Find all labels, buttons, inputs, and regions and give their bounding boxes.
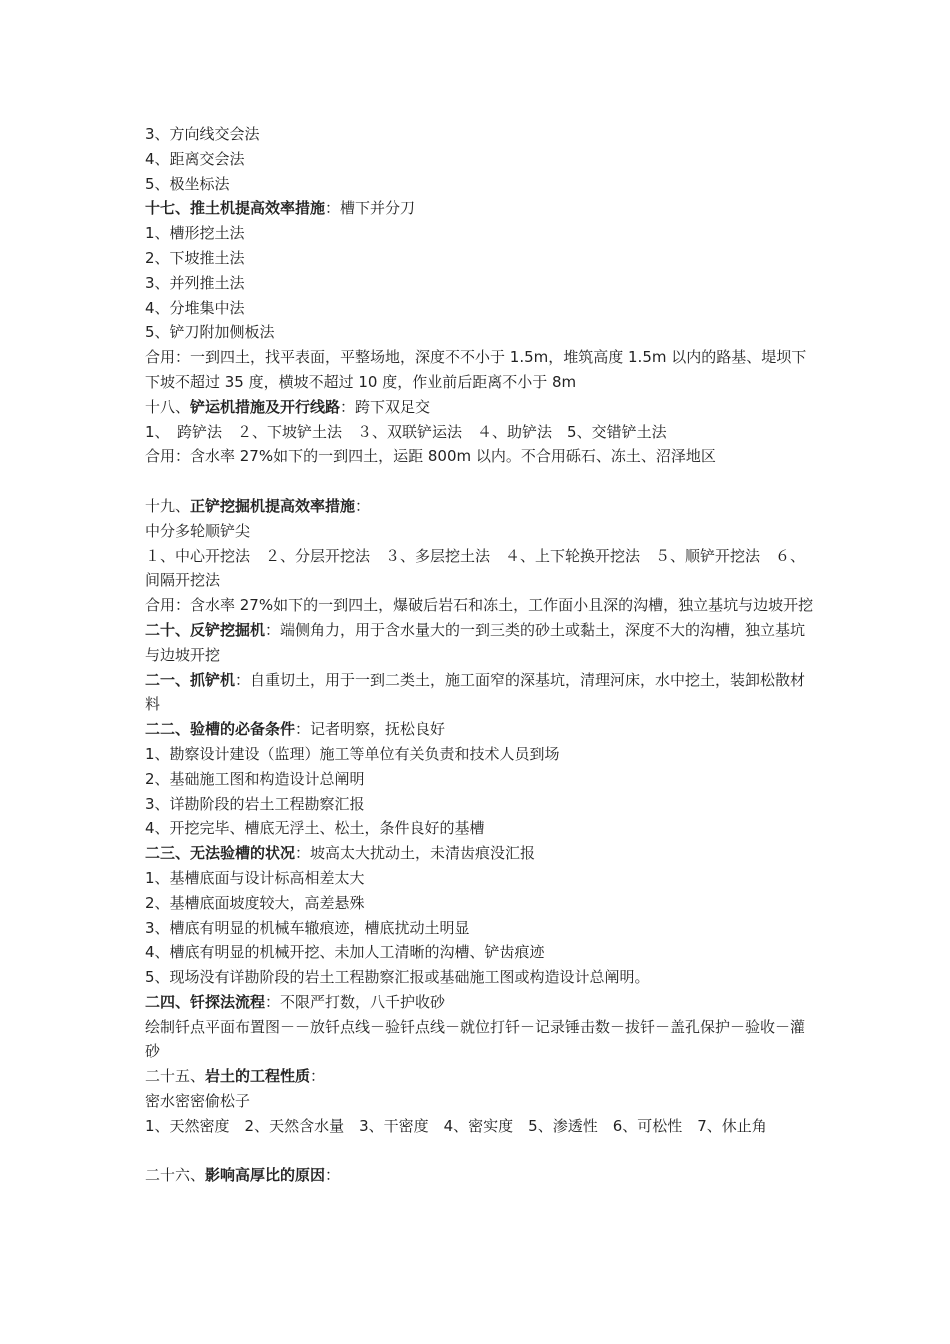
text-line: 4、槽底有明显的机械开挖、未加人工清晰的沟槽、铲齿痕迹	[145, 943, 545, 962]
text-line: 1、槽形挖土法	[145, 224, 245, 243]
text-line: 1、基槽底面与设计标高相差太大	[145, 868, 365, 887]
heading-title: 二四、钎探法流程	[145, 992, 266, 1011]
section-heading	[145, 717, 815, 742]
heading-title: 十七、推土机提高效率措施	[145, 199, 326, 218]
heading-mnemonic: ：坡高太大扰动土，未清齿痕没汇报	[295, 844, 536, 863]
text-line: 5、极坐标法	[145, 174, 230, 193]
section-heading	[145, 1064, 815, 1089]
text-line: 3、并列推土法	[145, 273, 245, 292]
text-line: 1、天然密度 2、天然含水量 3、干密度 4、密实度 5、渗透性 6、可松性 7、休止角	[145, 1116, 767, 1135]
heading-mnemonic: ：不限严打数，八千护收砂	[265, 992, 446, 1011]
section-heading	[145, 1163, 815, 1188]
heading-mnemonic: ：端侧角力，用于含水量大的一到三类的砂土或黏土，深度不大的沟槽，独立基坑与边坡开挖	[145, 620, 806, 664]
text-line: 中分多轮顺铲尖	[145, 521, 251, 540]
text-line: 2、基础施工图和构造设计总阐明	[145, 769, 365, 788]
text-line: 合用：含水率 27%如下的一到四土，运距 800m 以内。不合用砾石、冻土、沼泽地区	[145, 447, 716, 466]
blank-line	[145, 1139, 815, 1164]
blank-line	[145, 469, 815, 494]
heading-title: 影响高厚比的原因	[205, 1166, 326, 1185]
document-body	[145, 122, 815, 1188]
heading-mnemonic: ：	[310, 1067, 326, 1086]
heading-title: 二十、反铲挖掘机	[145, 620, 266, 639]
heading-mnemonic: ：	[355, 496, 371, 515]
text-line: 2、下坡推土法	[145, 248, 245, 267]
text-line: 2、基槽底面坡度较大，高差悬殊	[145, 893, 365, 912]
section-heading	[145, 196, 815, 221]
text-line: 5、铲刀附加侧板法	[145, 323, 275, 342]
heading-title: 二三、无法验槽的状况	[145, 844, 296, 863]
heading-number: 二十五、	[145, 1067, 206, 1086]
heading-title: 铲运机措施及开行线路	[190, 397, 341, 416]
text-line: 4、距离交会法	[145, 149, 245, 168]
text-line: １、中心开挖法 ２、分层开挖法 ３、多层挖土法 ４、上下轮换开挖法 ５、顺铲开挖法 ６、间隔开挖法	[145, 546, 806, 590]
heading-mnemonic: ：槽下并分刀	[325, 199, 416, 218]
section-heading	[145, 990, 815, 1015]
heading-mnemonic: ：跨下双足交	[340, 397, 431, 416]
heading-title: 二二、验槽的必备条件	[145, 720, 296, 739]
section-heading	[145, 494, 815, 519]
heading-mnemonic: ：	[325, 1166, 341, 1185]
heading-title: 正铲挖掘机提高效率措施	[190, 496, 356, 515]
section-heading	[145, 395, 815, 420]
heading-mnemonic: ：记者明察，抚松良好	[295, 720, 446, 739]
text-line: 合用：含水率 27%如下的一到四土，爆破后岩石和冻土，工作面小且深的沟槽，独立基坑与边坡开挖	[145, 596, 814, 615]
section-heading	[145, 618, 815, 668]
text-line: 合用：一到四土，找平表面，平整场地，深度不不小于 1.5m，堆筑高度 1.5m 以内的路基、堤坝下下坡不超过 35 度，横坡不超过 10 度，作业前后距离不小于 8m	[145, 348, 807, 391]
text-line: 5、现场没有详勘阶段的岩土工程勘察汇报或基础施工图或构造设计总阐明。	[145, 968, 650, 987]
heading-number: 十八、	[145, 397, 191, 416]
section-heading	[145, 841, 815, 866]
section-heading	[145, 668, 815, 718]
text-line: 3、槽底有明显的机械车辙痕迹，槽底扰动土明显	[145, 918, 470, 937]
heading-mnemonic: ：自重切土，用于一到二类土，施工面窄的深基坑，清理河床，水中挖土，装卸松散材料	[145, 670, 806, 714]
text-line: 1、勘察设计建设（监理）施工等单位有关负责和技术人员到场	[145, 744, 560, 763]
heading-number: 二十六、	[145, 1166, 206, 1185]
text-line: 3、方向线交会法	[145, 125, 260, 143]
heading-title: 二一、抓铲机	[145, 670, 236, 689]
text-line: 4、分堆集中法	[145, 298, 245, 317]
text-line: 绘制钎点平面布置图－－放钎点线－验钎点线－就位打钎－记录锤击数－拔钎－盖孔保护－验收－灌砂	[145, 1017, 806, 1061]
text-line: 3、详勘阶段的岩土工程勘察汇报	[145, 794, 365, 813]
heading-number: 十九、	[145, 496, 191, 515]
heading-title: 岩土的工程性质	[205, 1067, 311, 1086]
text-line: 密水密密偷松子	[145, 1092, 251, 1111]
text-line: 1、 跨铲法 ２、下坡铲土法 ３、双联铲运法 ４、助铲法 5、交错铲土法	[145, 422, 667, 441]
text-line: 4、开挖完毕、槽底无浮土、松土，条件良好的基槽	[145, 819, 485, 838]
